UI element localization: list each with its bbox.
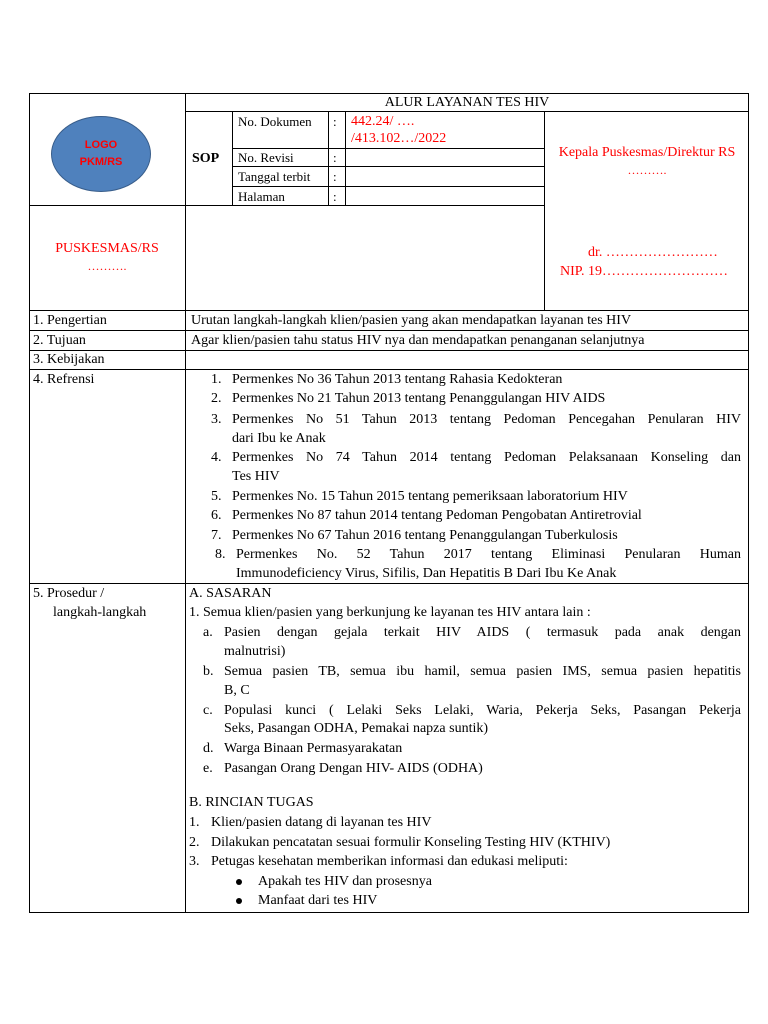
- list-number: 8.: [215, 547, 226, 562]
- grid-line: [185, 111, 749, 112]
- list-item: Warga Binaan Permasyarakatan: [224, 741, 403, 756]
- list-number: 5.: [211, 489, 222, 504]
- section-label-prosedur: langkah-langkah: [53, 605, 147, 620]
- grid-line: [544, 111, 545, 311]
- field-label: Halaman: [238, 189, 285, 204]
- field-separator: :: [333, 150, 337, 165]
- list-item: Petugas kesehatan memberikan informasi dan edukasi meliputi:: [211, 854, 568, 869]
- list-number: 4.: [211, 450, 222, 465]
- list-item: Permenkes No 51 Tahun 2013 tentang Pedoman Pencegahan Penularan HIV: [232, 412, 741, 427]
- grid-line: [232, 186, 544, 187]
- logo-text: PKM/RS: [79, 156, 123, 168]
- grid-line: [748, 93, 749, 913]
- list-letter: a.: [203, 625, 213, 640]
- field-label: No. Revisi: [238, 150, 294, 165]
- section-label-prosedur: 5. Prosedur /: [33, 586, 105, 601]
- list-item: Permenkes No 87 tahun 2014 tentang Pedoman Pengobatan Antiretrovial: [232, 508, 642, 523]
- grid-line: [29, 93, 30, 913]
- section-label-pengertian: 1. Pengertian: [33, 313, 107, 328]
- list-item: dari Ibu ke Anak: [232, 431, 326, 446]
- field-separator: :: [333, 114, 337, 129]
- grid-line: [185, 205, 544, 206]
- list-number: 2.: [189, 835, 200, 850]
- grid-line: [29, 369, 749, 370]
- list-item: B, C: [224, 683, 250, 698]
- section-text-pengertian: Urutan langkah-langkah klien/pasien yang akan mendapatkan layanan tes HIV: [191, 313, 632, 328]
- list-letter: b.: [203, 664, 214, 679]
- logo-text: LOGO: [84, 139, 118, 151]
- grid-line: [232, 166, 544, 167]
- list-item: malnutrisi): [224, 644, 286, 659]
- bullet-icon: [236, 898, 242, 904]
- list-number: 1.: [211, 372, 222, 387]
- list-item: Seks, Pasangan ODHA, Pemakai napza suntik): [224, 721, 489, 736]
- field-label: No. Dokumen: [238, 114, 312, 129]
- list-item: Permenkes No 74 Tahun 2014 tentang Pedoman Pelaksanaan Konseling dan: [232, 450, 741, 465]
- institution-name: PUSKESMAS/RS: [55, 241, 159, 256]
- list-item: Tes HIV: [232, 469, 280, 484]
- list-number: 1.: [189, 815, 200, 830]
- list-letter: e.: [203, 761, 213, 776]
- section-label-tujuan: 2. Tujuan: [33, 333, 86, 348]
- bullet-icon: [236, 879, 242, 885]
- grid-line: [29, 205, 185, 206]
- list-letter: c.: [203, 703, 213, 718]
- list-item: Permenkes No 36 Tahun 2013 tentang Rahasia Kedokteran: [232, 372, 563, 387]
- field-separator: :: [333, 169, 337, 184]
- list-item: Permenkes No. 15 Tahun 2015 tentang pemeriksaan laboratorium HIV: [232, 489, 628, 504]
- institution-dots: ……….: [87, 259, 127, 273]
- approver-title: Kepala Puskesmas/Direktur RS: [558, 145, 736, 160]
- grid-line: [29, 350, 749, 351]
- section-label-refrensi: 4. Refrensi: [33, 372, 95, 387]
- section-text-tujuan: Agar klien/pasien tahu status HIV nya dan mendapatkan penanganan selanjutnya: [191, 333, 645, 348]
- list-item: Permenkes No. 52 Tahun 2017 tentang Eliminasi Penularan Human: [236, 547, 741, 562]
- grid-line: [328, 111, 329, 206]
- field-label: Tanggal terbit: [238, 169, 311, 184]
- logo-placeholder: [51, 116, 151, 192]
- approver-dots: ……….: [627, 163, 667, 177]
- grid-line: [29, 583, 749, 584]
- list-item: Populasi kunci ( Lelaki Seks Lelaki, Waria, Pekerja Seks, Pasangan Pekerja: [224, 703, 741, 718]
- sasaran-intro: 1. Semua klien/pasien yang berkunjung ke layanan tes HIV antara lain :: [189, 605, 591, 620]
- list-item: Immunodeficiency Virus, Sifilis, Dan Hepatitis B Dari Ibu Ke Anak: [236, 566, 617, 581]
- list-item: Permenkes No 67 Tahun 2016 tentang Penanggulangan Tuberkulosis: [232, 528, 618, 543]
- field-separator: :: [333, 189, 337, 204]
- list-number: 7.: [211, 528, 222, 543]
- sop-label: SOP: [192, 151, 220, 166]
- grid-line: [29, 330, 749, 331]
- list-letter: d.: [203, 741, 214, 756]
- field-value: /413.102…/2022: [351, 131, 447, 146]
- section-label-kebijakan: 3. Kebijakan: [33, 352, 105, 367]
- list-number: 6.: [211, 508, 222, 523]
- list-item: Permenkes No 21 Tahun 2013 tentang Penanggulangan HIV AIDS: [232, 391, 606, 406]
- list-item: Apakah tes HIV dan prosesnya: [258, 874, 432, 889]
- approver-name: dr. ……………………: [588, 245, 718, 260]
- approver-nip: NIP. 19………………………: [560, 264, 729, 279]
- list-item: Klien/pasien datang di layanan tes HIV: [211, 815, 432, 830]
- list-number: 3.: [211, 412, 222, 427]
- rincian-heading: B. RINCIAN TUGAS: [189, 795, 314, 810]
- grid-line: [185, 93, 186, 913]
- list-item: Semua pasien TB, semua ibu hamil, semua pasien IMS, semua pasien hepatitis: [224, 664, 741, 679]
- sasaran-heading: A. SASARAN: [189, 586, 272, 601]
- list-item: Pasangan Orang Dengan HIV- AIDS (ODHA): [224, 761, 483, 776]
- grid-line: [345, 111, 346, 206]
- grid-line: [29, 912, 749, 913]
- list-item: Pasien dengan gejala terkait HIV AIDS ( termasuk pada anak dengan: [224, 625, 741, 640]
- list-item: Dilakukan pencatatan sesuai formulir Konseling Testing HIV (KTHIV): [211, 835, 611, 850]
- list-number: 2.: [211, 391, 222, 406]
- grid-line: [29, 310, 749, 311]
- list-item: Manfaat dari tes HIV: [258, 893, 378, 908]
- document-title: ALUR LAYANAN TES HIV: [384, 95, 550, 110]
- grid-line: [232, 111, 233, 206]
- list-number: 3.: [189, 854, 200, 869]
- field-value: 442.24/ ….: [351, 114, 415, 129]
